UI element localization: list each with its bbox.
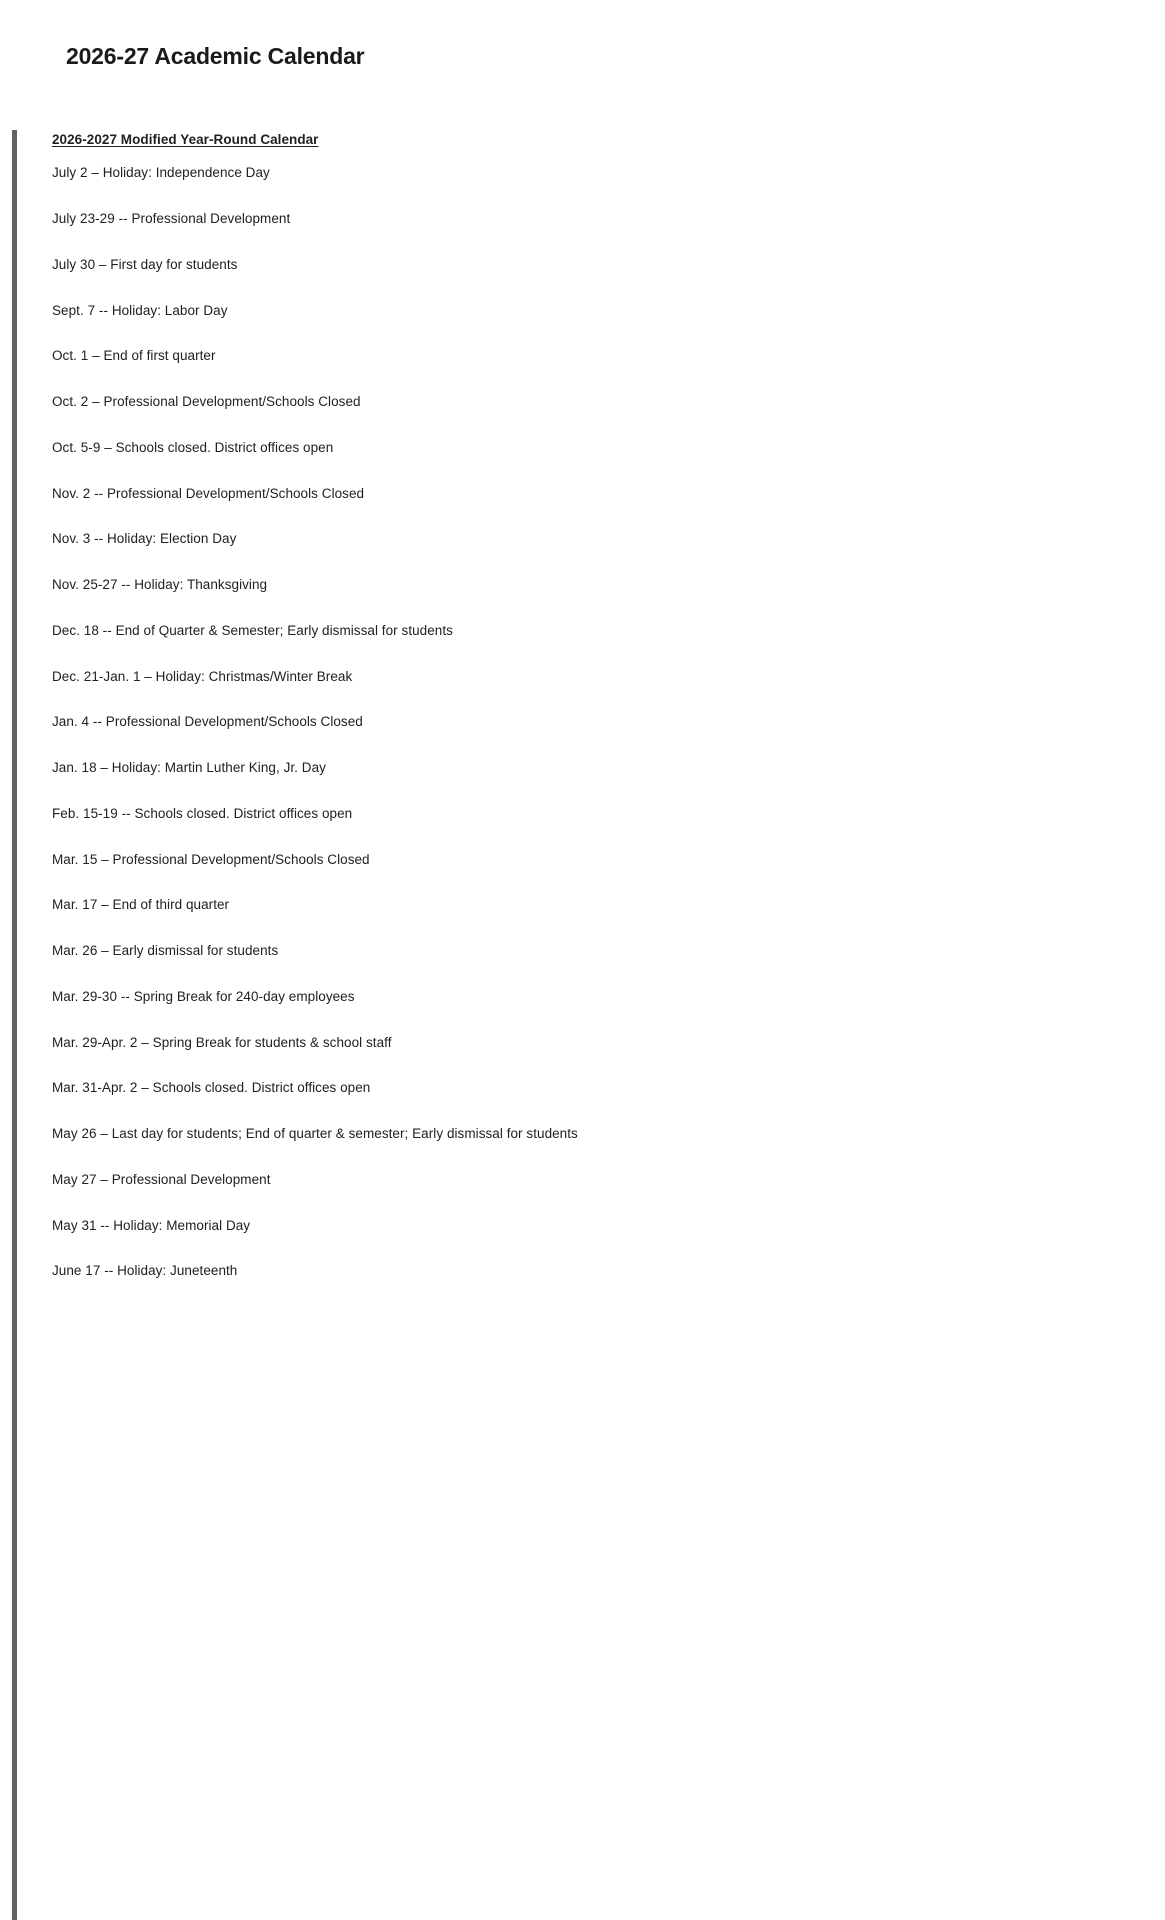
calendar-entry: May 31 -- Holiday: Memorial Day [52,1217,251,1233]
calendar-entry: Oct. 2 – Professional Development/Schools Closed [52,394,361,409]
page-title: 2026-27 Academic Calendar [66,43,365,69]
calendar-entry: Jan. 4 -- Professional Development/Schools Closed [52,714,363,730]
calendar-entry: Mar. 26 – Early dismissal for students [52,943,279,958]
calendar-entry: May 26 – Last day for students; End of quarter & semester; Early dismissal for students [52,1126,578,1141]
calendar-entry: May 27 – Professional Development [52,1171,271,1187]
calendar-entry: Nov. 3 -- Holiday: Election Day [52,531,237,547]
content-block [12,130,1165,1920]
calendar-entry: Dec. 21-Jan. 1 – Holiday: Christmas/Winter Break [52,668,353,684]
calendar-entry: Jan. 18 – Holiday: Martin Luther King, Jr. Day [52,760,326,775]
calendar-entry: Nov. 25-27 -- Holiday: Thanksgiving [52,577,268,592]
calendar-entry: June 17 -- Holiday: Juneteenth [52,1263,238,1279]
calendar-entry: July 2 – Holiday: Independence Day [52,165,270,181]
calendar-entry: Mar. 29-30 -- Spring Break for 240-day employees [52,988,355,1004]
calendar-entry: Sept. 7 -- Holiday: Labor Day [52,302,228,318]
calendar-entry-list [52,163,1165,1281]
calendar-entry: Oct. 5-9 – Schools closed. District offices open [52,439,334,455]
calendar-entry: Feb. 15-19 -- Schools closed. District offices open [52,805,353,821]
calendar-entry: Nov. 2 -- Professional Development/Schools Closed [52,485,365,501]
section-heading: 2026-2027 Modified Year-Round Calendar [52,132,319,147]
calendar-entry: Dec. 18 -- End of Quarter & Semester; Early dismissal for students [52,622,453,638]
calendar-entry: July 23-29 -- Professional Development [52,211,291,226]
calendar-entry: July 30 – First day for students [52,256,238,272]
calendar-entry: Mar. 31-Apr. 2 – Schools closed. District offices open [52,1080,371,1096]
calendar-entry: Mar. 29-Apr. 2 – Spring Break for students & school staff [52,1034,392,1050]
calendar-entry: Oct. 1 – End of first quarter [52,348,216,364]
content-inner [52,130,1165,1282]
calendar-entry: Mar. 15 – Professional Development/Schools Closed [52,851,370,867]
calendar-entry: Mar. 17 – End of third quarter [52,897,230,913]
